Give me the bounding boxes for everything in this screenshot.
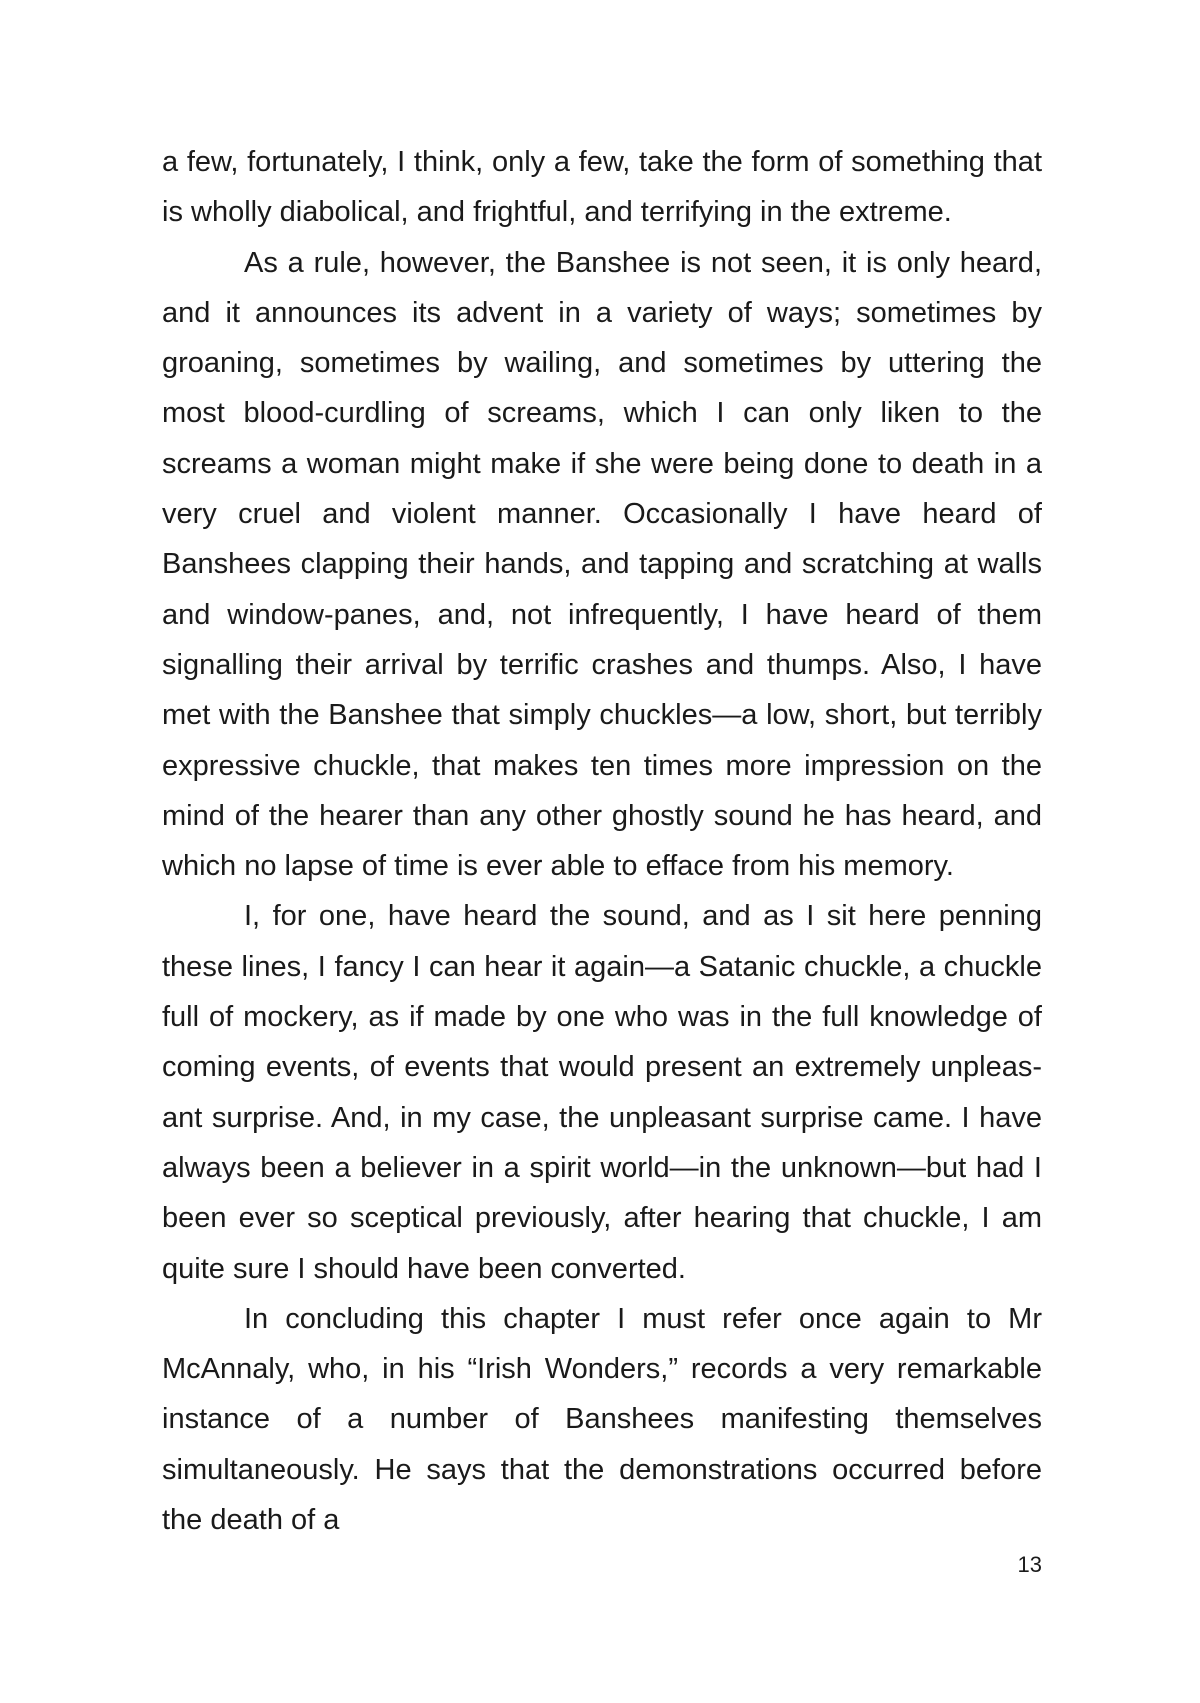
paragraph: In concluding this chapter I must refer once again to Mr McAnnaly, who, in his “Irish Wonders,” records a very remarkable instance of a number of Banshees manifesting themselves simultaneously. He says that the demonstrations occurred before the death of a [162, 1302, 1042, 1537]
body-text [162, 137, 1042, 1545]
paragraph: As a rule, however, the Banshee is not seen, it is only heard, and it announces its advent in a variety of ways; sometimes by groaning, sometimes by wailing, and sometimes by uttering the most blood-curdling of screams, which I can only liken to the screams a woman might make if she were being done to death in a very cruel and violent manner. Occasionally I have heard of Banshees clapping their hands, and tapping and scratching at walls and window-panes, and, not infrequently, I have heard of them signalling their arrival by terrific crashes and thumps. Also, I have met with the Banshee that simply chuckles—a low, short, but terribly expressive chuckle, that makes ten times more impression on the mind of the hearer than any other ghostly sound he has heard, and which no lapse of time is ever able to efface from his memory. [162, 246, 1042, 883]
paragraph: I, for one, have heard the sound, and as I sit here penning these lines, I fancy I can hear it again—a Satanic chuckle, a chuckle full of mockery, as if made by one who was in the full knowledge of coming events, of events that would present an extremely unpleasant surprise. And, in my case, the unpleasant surprise came. I have always been a believer in a spirit world—in the unknown—but had I been ever so sceptical previously, after hearing that chuckle, I am quite sure I should have been converted. [162, 900, 1042, 1285]
page-number: 13 [1017, 1552, 1042, 1577]
paragraph: a few, fortunately, I think, only a few, take the form of something that is wholly diabolical, and frightful, and terrifying in the extreme. [162, 146, 1042, 229]
